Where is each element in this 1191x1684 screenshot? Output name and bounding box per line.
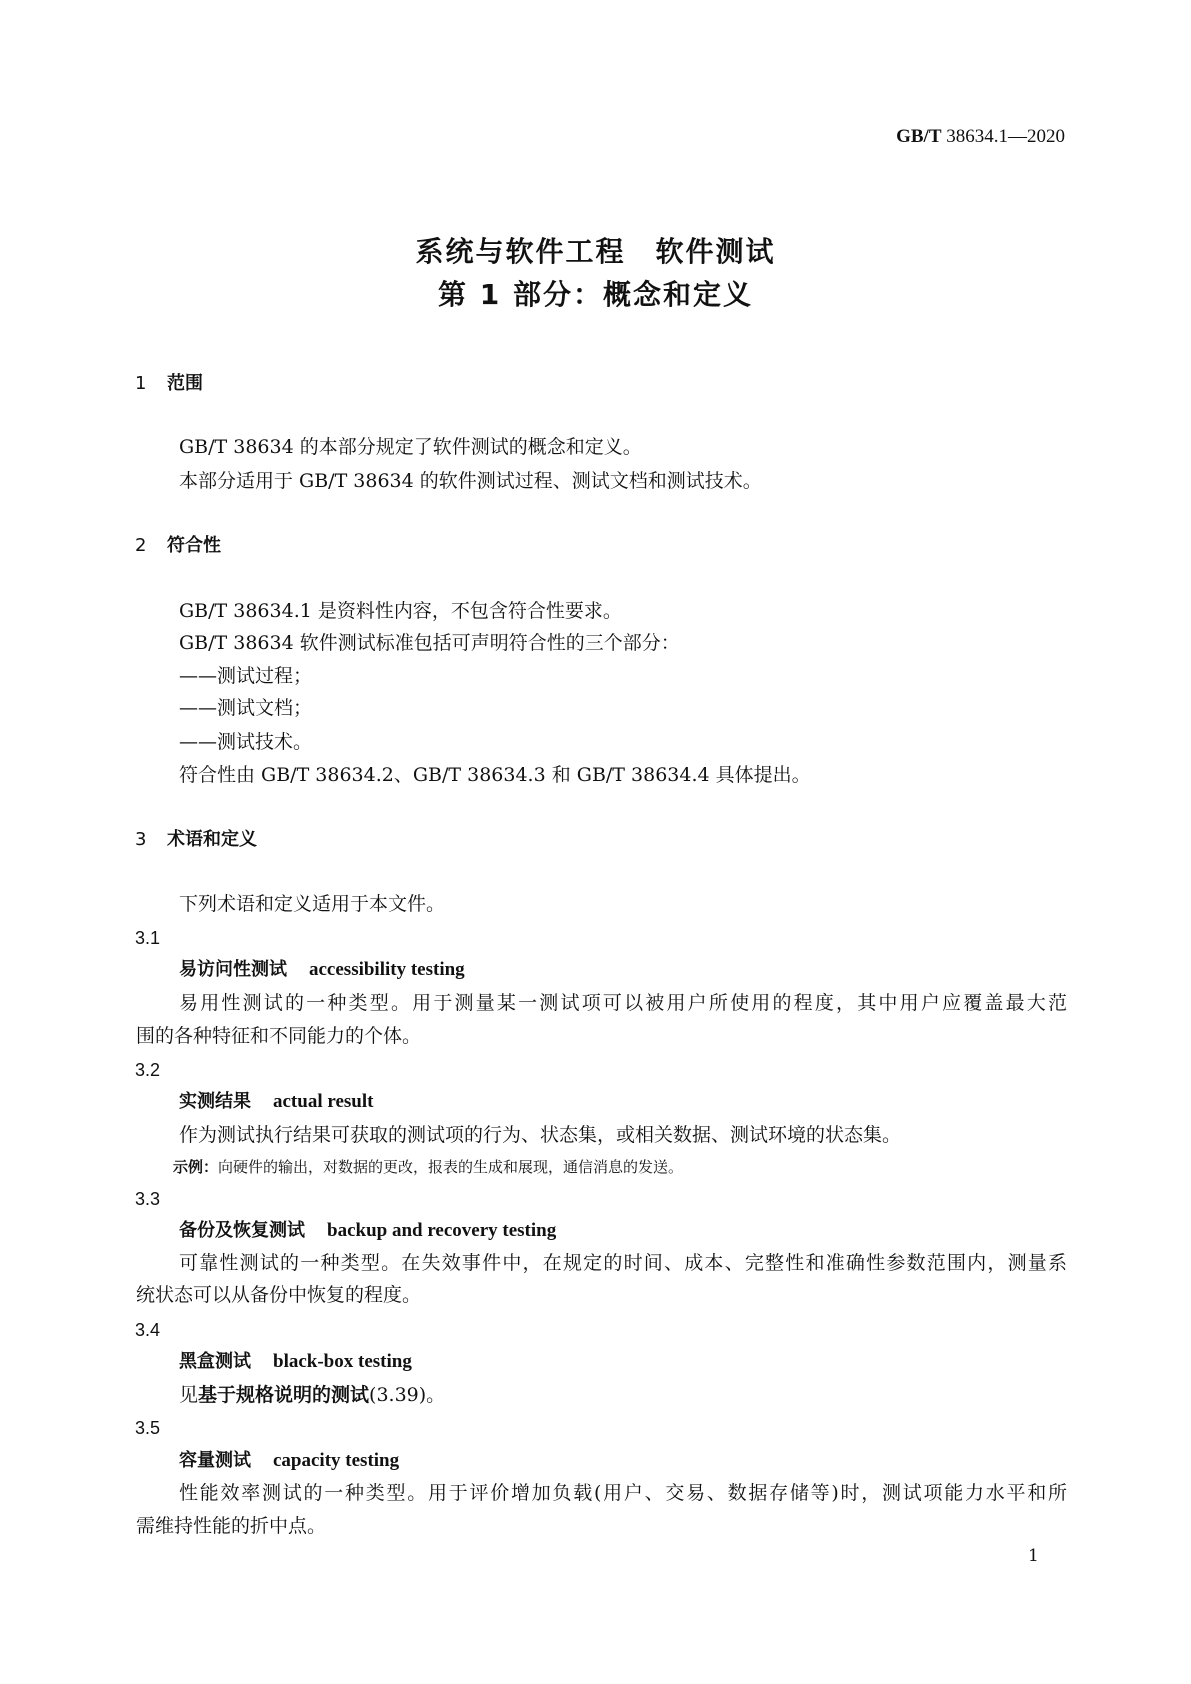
code-number: 38634.1—2020: [946, 126, 1065, 147]
section-heading: [135, 828, 257, 852]
reference-number: (3.39)。: [369, 1384, 446, 1406]
section-heading: [135, 372, 203, 396]
term-en: actual result: [273, 1091, 374, 1112]
definition-line: 需维持性能的折中点。: [136, 1515, 327, 1537]
term-zh: 容量测试: [179, 1450, 251, 1471]
term-heading: [179, 1090, 373, 1114]
paragraph: 下列术语和定义适用于本文件。: [179, 893, 446, 915]
paragraph: GB/T 38634 软件测试标准包括可声明符合性的三个部分：: [179, 632, 680, 654]
definition-prefix: 见: [179, 1384, 199, 1406]
term-zh: 易访问性测试: [179, 959, 287, 980]
section-number: 2: [135, 535, 147, 556]
definition-line: 易用性测试的一种类型。用于测量某一测试项可以被用户所使用的程度，其中用户应覆盖最大范: [179, 992, 1067, 1014]
definition-line: 性能效率测试的一种类型。用于评价增加负载(用户、交易、数据存储等)时，测试项能力水平和所: [179, 1482, 1067, 1504]
term-zh: 备份及恢复测试: [179, 1220, 305, 1241]
code-prefix: GB/T: [896, 126, 942, 147]
title-line-2: 第 1 部分：概念和定义: [438, 278, 753, 311]
section-title: 范围: [167, 373, 203, 394]
definition-line: 可靠性测试的一种类型。在失效事件中，在规定的时间、成本、完整性和准确性参数范围内，测量系: [179, 1252, 1067, 1274]
example-text: 向硬件的输出，对数据的更改，报表的生成和展现，通信消息的发送。: [218, 1158, 684, 1176]
term-number: 3.3: [135, 1189, 161, 1209]
term-zh: 实测结果: [179, 1091, 251, 1112]
paragraph: 符合性由 GB/T 38634.2、GB/T 38634.3 和 GB/T 38634.4 具体提出。: [179, 764, 811, 786]
cross-reference: 基于规格说明的测试: [198, 1384, 370, 1406]
term-number: 3.2: [135, 1060, 161, 1080]
term-heading: [179, 1350, 412, 1374]
section-number: 1: [135, 373, 147, 394]
page-number: 1: [1028, 1546, 1039, 1566]
term-en: accessibility testing: [309, 959, 465, 980]
title-line-1: 系统与软件工程 软件测试: [415, 235, 776, 268]
paragraph: GB/T 38634.1 是资料性内容，不包含符合性要求。: [179, 600, 622, 622]
definition-line: 围的各种特征和不同能力的个体。: [136, 1025, 422, 1047]
term-heading: [179, 1219, 556, 1243]
list-item: ——测试技术。: [179, 731, 313, 753]
section-heading: [135, 534, 221, 558]
term-en: capacity testing: [273, 1450, 400, 1471]
term-en: black-box testing: [273, 1351, 412, 1372]
paragraph: 本部分适用于 GB/T 38634 的软件测试过程、测试文档和测试技术。: [179, 470, 762, 492]
list-item: ——测试文档；: [179, 697, 313, 719]
definition-line: 作为测试执行结果可获取的测试项的行为、状态集，或相关数据、测试环境的状态集。: [179, 1124, 902, 1146]
term-number: 3.5: [135, 1418, 161, 1438]
term-number: 3.1: [135, 928, 161, 948]
term-en: backup and recovery testing: [327, 1220, 557, 1241]
term-number: 3.4: [135, 1320, 161, 1340]
section-title: 符合性: [167, 535, 221, 556]
section-number: 3: [135, 829, 147, 850]
standard-code: [896, 126, 1065, 148]
definition-line: 统状态可以从备份中恢复的程度。: [136, 1284, 422, 1306]
list-item: ——测试过程；: [179, 665, 313, 687]
definition-line: [179, 1383, 445, 1407]
example-label: 示例：: [173, 1158, 219, 1176]
section-title: 术语和定义: [167, 829, 257, 850]
term-heading: [179, 1449, 399, 1473]
paragraph: GB/T 38634 的本部分规定了软件测试的概念和定义。: [179, 436, 642, 458]
term-zh: 黑盒测试: [179, 1351, 251, 1372]
term-heading: [179, 958, 465, 982]
example-note: [173, 1155, 683, 1179]
